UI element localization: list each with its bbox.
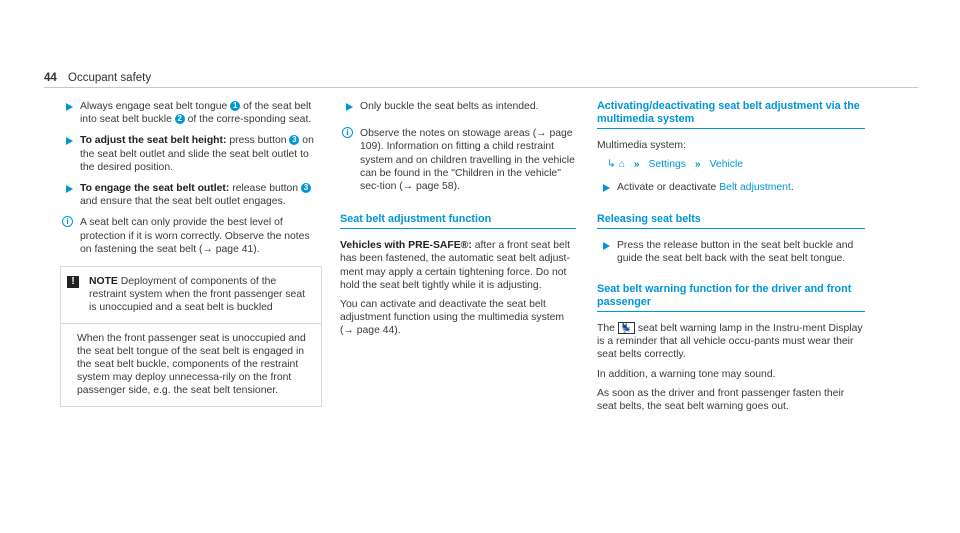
instruction-step bbox=[340, 100, 576, 113]
page-header bbox=[44, 72, 151, 84]
paragraph: In addition, a warning tone may sound. bbox=[597, 368, 776, 380]
section-title: Seat belt adjustment function bbox=[340, 213, 576, 229]
info-note bbox=[60, 216, 322, 256]
paragraph-text: after a front seat belt has been fastened, the automatic seat belt adjust-ment may apply a certain tightening force. Do not hold the seat belt tightly while it is adjusting. bbox=[340, 240, 570, 291]
step-arrow-icon bbox=[66, 137, 73, 145]
step-text: press button bbox=[229, 135, 287, 147]
paragraph-heading: Vehicles with PRE-SAFE®: bbox=[340, 240, 472, 252]
home-icon: ⌂ bbox=[618, 159, 625, 171]
callout-badge: 2 bbox=[175, 114, 185, 124]
path-settings: Settings bbox=[648, 159, 686, 171]
column-left bbox=[60, 100, 322, 407]
step-text: Always engage seat belt tongue bbox=[80, 101, 228, 112]
step-arrow-icon bbox=[603, 242, 610, 250]
chevron-right-icon: » bbox=[694, 159, 701, 171]
step-arrow-icon bbox=[66, 103, 73, 111]
column-right bbox=[597, 100, 865, 419]
instruction-step bbox=[60, 100, 322, 126]
section-title: Activating/deactivating seat belt adjustment via the multimedia system bbox=[597, 100, 865, 129]
paragraph: You can activate and deactivate the seat belt adjustment function using the multimedia system (→ page 44). bbox=[340, 299, 565, 337]
page-number: 44 bbox=[44, 72, 57, 84]
menu-option: Belt adjustment bbox=[719, 182, 791, 194]
note-text: Deployment of components of the restraint system when the front passenger seat is unoccupied and a seat belt is buckled bbox=[89, 276, 306, 314]
step-arrow-icon bbox=[346, 103, 353, 111]
instruction-step bbox=[597, 239, 865, 265]
return-arrow-icon: ↳ bbox=[607, 159, 616, 171]
note-header bbox=[61, 267, 321, 323]
step-text: release button bbox=[232, 183, 299, 195]
exclamation-icon: ! bbox=[67, 276, 79, 288]
step-text: Only buckle the seat belts as intended. bbox=[360, 101, 539, 112]
column-middle bbox=[340, 100, 576, 344]
callout-badge: 1 bbox=[230, 101, 240, 111]
step-heading: To engage the seat belt outlet: bbox=[80, 183, 230, 195]
note-title: NOTE bbox=[89, 276, 118, 288]
callout-badge: 3 bbox=[301, 183, 311, 193]
warning-note-box bbox=[60, 266, 322, 407]
section-name: Occupant safety bbox=[68, 72, 152, 84]
step-text: on the seat belt outlet and slide the seat belt outlet to the desired position. bbox=[80, 135, 314, 173]
step-text: Activate or deactivate bbox=[617, 182, 717, 194]
step-text: and ensure that the seat belt outlet engages. bbox=[80, 196, 286, 208]
instruction-step bbox=[60, 182, 322, 208]
step-arrow-icon bbox=[66, 185, 73, 193]
step-text: . bbox=[790, 182, 794, 194]
step-text: Press the release button in the seat belt buckle and guide the seat belt back with the seat belt tongue. bbox=[617, 239, 854, 264]
step-text: of the seat belt into seat belt buckle bbox=[80, 101, 312, 126]
section-title: Releasing seat belts bbox=[597, 213, 865, 229]
info-note bbox=[340, 127, 576, 193]
instruction-step bbox=[60, 134, 322, 174]
info-icon: i bbox=[342, 127, 353, 138]
callout-badge: 3 bbox=[289, 135, 299, 145]
paragraph-text: seat belt warning lamp in the Instru-ment Display is a reminder that all vehicle occu-pants must wear their seat belts correctly. bbox=[597, 323, 863, 361]
chevron-right-icon: » bbox=[633, 159, 640, 171]
path-vehicle: Vehicle bbox=[709, 159, 744, 171]
step-text: of the corre-sponding seat. bbox=[187, 114, 312, 126]
paragraph bbox=[597, 322, 865, 362]
paragraph bbox=[340, 239, 576, 292]
paragraph-text: The bbox=[597, 323, 615, 335]
note-body: When the front passenger seat is unoccupied and the seat belt tongue of the seat belt is engaged in the seat belt buckle, components of the restraint system may deploy unnecessa-rily on the front passenger side, e.g. the seat belt tensioner. bbox=[61, 323, 321, 406]
system-label: Multimedia system: bbox=[597, 140, 686, 151]
header-divider bbox=[44, 87, 918, 88]
step-arrow-icon bbox=[603, 184, 610, 192]
section-title: Seat belt warning function for the driver and front passenger bbox=[597, 283, 865, 312]
info-icon: i bbox=[62, 216, 73, 227]
instruction-step bbox=[597, 181, 865, 194]
info-text: A seat belt can only provide the best level of protection if it is worn correctly. Observe the notes on fastening the seat belt (→ page 41). bbox=[80, 217, 310, 255]
menu-path bbox=[607, 158, 865, 171]
seat-belt-warning-icon: 💺 bbox=[618, 322, 635, 334]
paragraph: As soon as the driver and front passenger fasten their seat belts, the seat belt warning goes out. bbox=[597, 387, 845, 413]
step-heading: To adjust the seat belt height: bbox=[80, 135, 227, 147]
info-text: Observe the notes on stowage areas (→ page 109). Information on fitting a child restraint system and on children travelling in the vehicle can be found in the "Children in the vehicle" sec-tion (→ page 58). bbox=[360, 128, 575, 193]
